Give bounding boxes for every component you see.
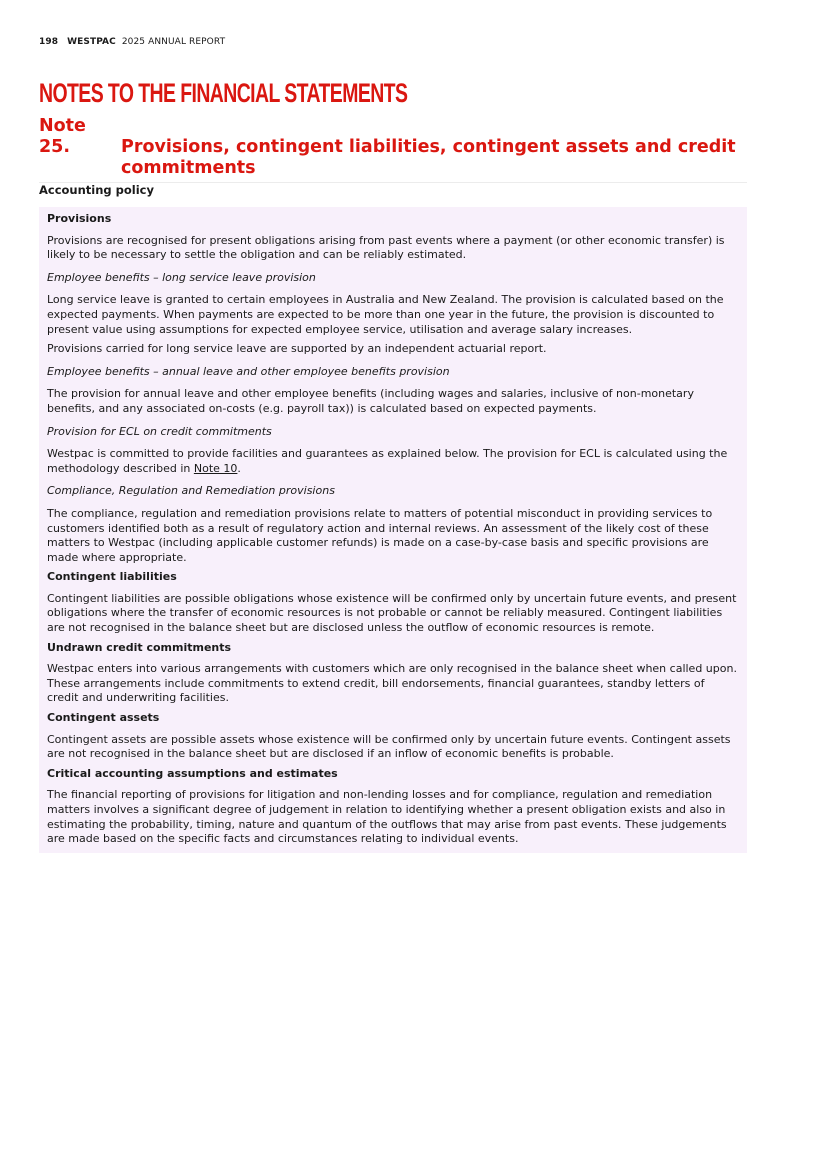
ecl-text xyxy=(47,447,739,476)
contingent-assets-heading: Contingent assets xyxy=(47,711,160,725)
accounting-policy-box xyxy=(39,207,747,853)
contingent-liabilities-text: Contingent liabilities are possible obligations whose existence will be confirmed only by uncertain future events, and present obligations where the transfer of economic resources is not probable or cannot be reliably measured. Contingent liabilities are not recognised in the balance sheet but are disclosed unless the outflow of economic resources is remote. xyxy=(47,591,737,635)
page-number: 198 xyxy=(39,37,59,47)
annual-leave-text: The provision for annual leave and other employee benefits (including wages and salaries, inclusive of non-monetary benefits, and any associated on-costs (e.g. payroll tax)) is calculated based on expected payments. xyxy=(47,387,694,415)
long-service-leave-text-2: Provisions carried for long service leave are supported by an independent actuarial report. xyxy=(47,342,547,356)
note-title-line2: commitments xyxy=(121,158,256,178)
critical-assumptions-text: The financial reporting of provisions for litigation and non-lending losses and for compliance, regulation and remediation matters involves a significant degree of judgement in relation to identifying whether a present obligation exists and also in estimating the probability, timing, nature and quantum of the outflows that may arise from past events. These judgements are made based on the specific facts and circumstances relating to individual events. xyxy=(47,788,727,846)
note-title-line1: Provisions, contingent liabilities, contingent assets and credit xyxy=(121,137,736,157)
long-service-leave-heading: Employee benefits – long service leave provision xyxy=(47,270,316,284)
accounting-policy-heading: Accounting policy xyxy=(39,183,154,197)
contingent-assets-text: Contingent assets are possible assets whose existence will be confirmed only by uncertain future events. Contingent assets are not recognised in the balance sheet but are disclosed if an inflow of economic benefits is probable. xyxy=(47,732,731,761)
note-10-link[interactable]: Note 10 xyxy=(193,461,238,475)
section-title: NOTES TO THE FINANCIAL STATEMENTS xyxy=(39,78,408,108)
note-title xyxy=(39,116,739,179)
note-number: Note 25. xyxy=(39,116,86,157)
undrawn-commitments-text: Westpac enters into various arrangements with customers which are only recognised in the balance sheet when called upon. These arrangements include commitments to extend credit, bill endorsements, financial guarantees, standby letters of credit and underwriting facilities. xyxy=(47,662,737,705)
company-name: WESTPAC xyxy=(67,37,116,47)
undrawn-commitments-heading: Undrawn credit commitments xyxy=(47,640,232,654)
annual-leave-heading: Employee benefits – annual leave and other employee benefits provision xyxy=(47,364,450,378)
long-service-leave-text: Long service leave is granted to certain employees in Australia and New Zealand. The provision is calculated based on the expected payments. When payments are expected to be more than one year in the future, the provision is discounted to present value using assumptions for expected employee service, utilisation and average salary increases. xyxy=(47,293,724,336)
ecl-text-end: . xyxy=(237,461,241,475)
compliance-heading: Compliance, Regulation and Remediation provisions xyxy=(47,484,335,498)
report-title: 2025 ANNUAL REPORT xyxy=(121,37,226,47)
contingent-liabilities-heading: Contingent liabilities xyxy=(47,570,177,584)
provisions-heading: Provisions xyxy=(47,212,112,225)
ecl-heading: Provision for ECL on credit commitments xyxy=(47,424,272,438)
compliance-text: The compliance, regulation and remediation provisions relate to matters of potential misconduct in providing services to customers identified both as a result of regulatory action and internal reviews. An assessment of the likely cost of these matters to Westpac (including applicable customer refunds) is made on a case-by-case basis and specific provisions are made where appropriate. xyxy=(47,506,713,564)
ecl-text-body: Westpac is committed to provide facilities and guarantees as explained below. The provision for ECL is calculated using the methodology described in xyxy=(47,447,728,475)
page-header xyxy=(39,37,225,47)
provisions-intro: Provisions are recognised for present obligations arising from past events where a payment (or other economic transfer) is likely to be necessary to settle the obligation and can be reliably estimated. xyxy=(47,233,725,262)
critical-assumptions-heading: Critical accounting assumptions and estimates xyxy=(47,766,338,780)
